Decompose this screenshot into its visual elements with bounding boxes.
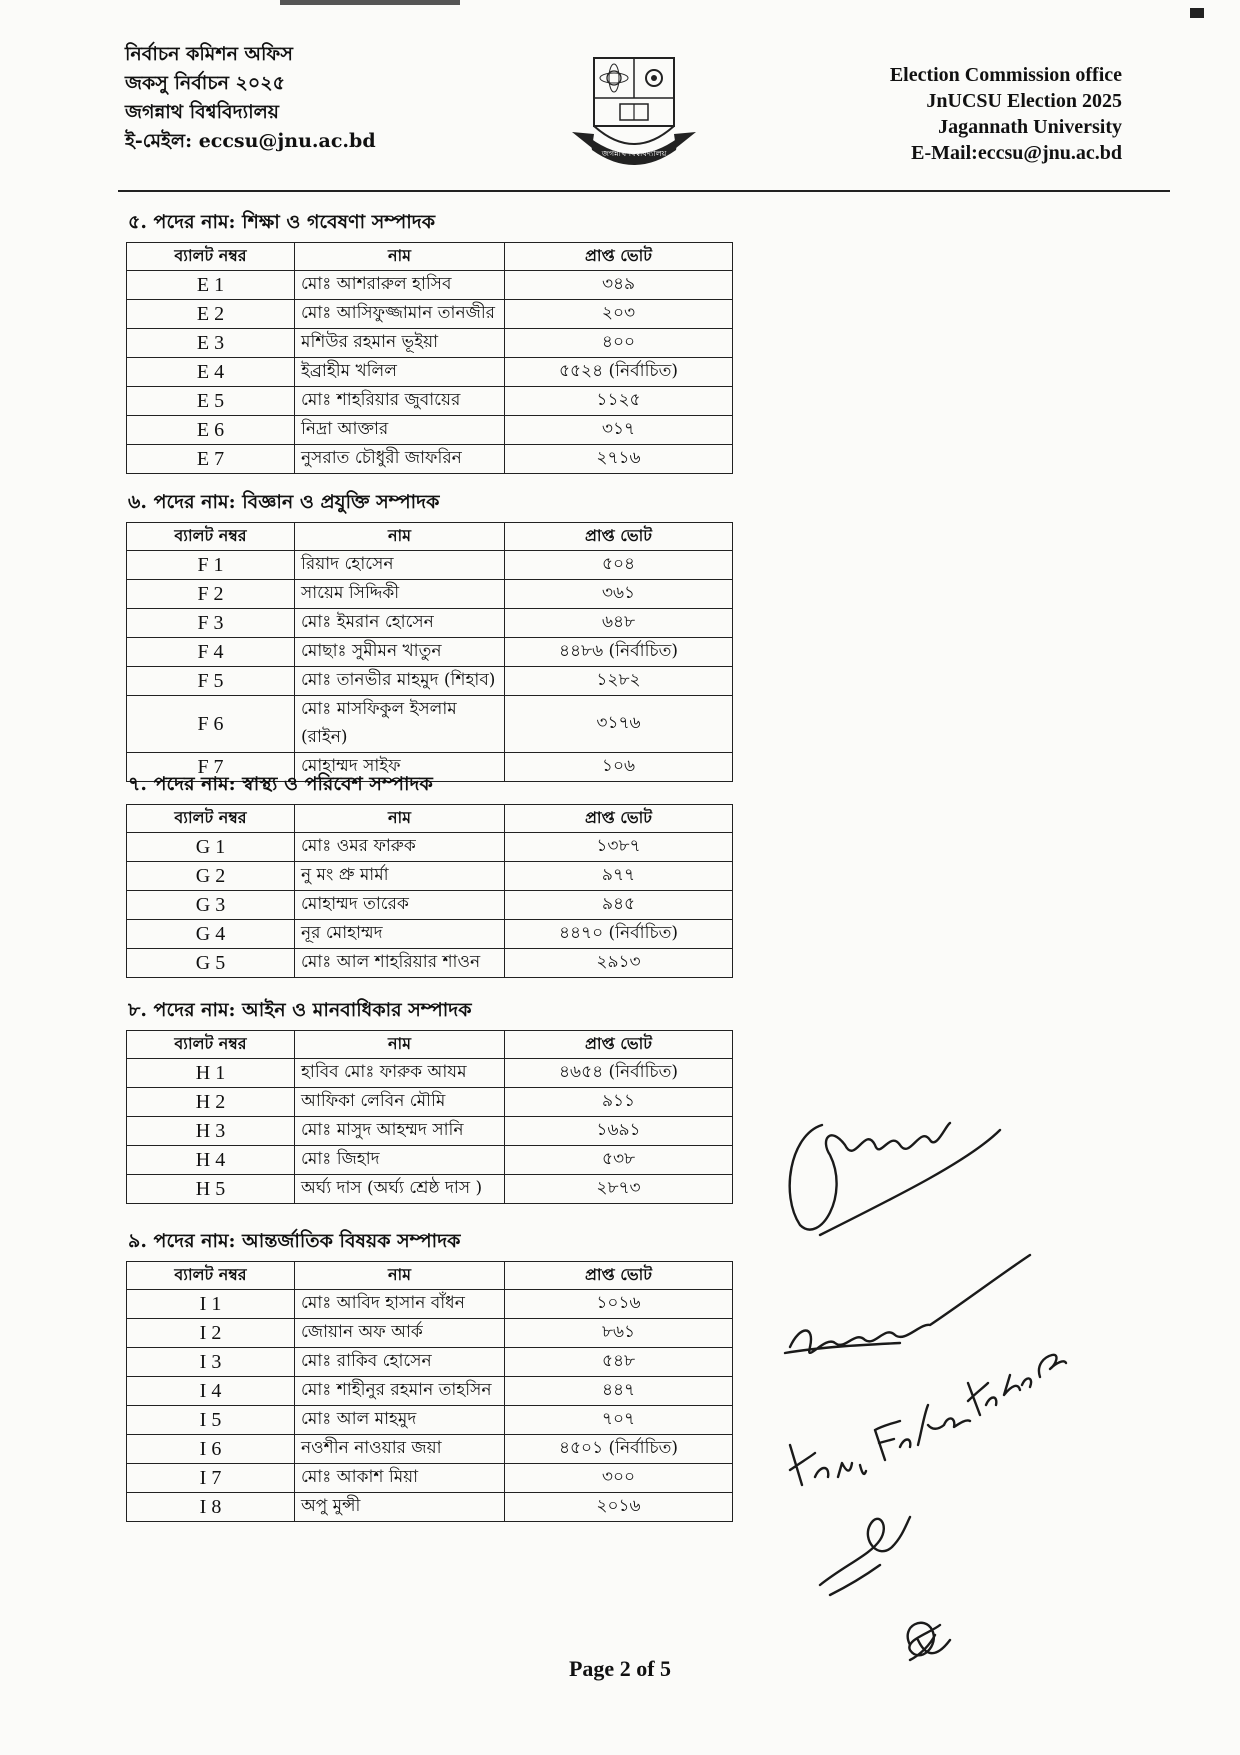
name-cell: মোঃ জিহাদ bbox=[295, 1146, 505, 1175]
ballot-cell: E 6 bbox=[127, 416, 295, 445]
table-row bbox=[127, 862, 733, 891]
table-row bbox=[127, 949, 733, 978]
section-law-human-rights bbox=[126, 996, 732, 1204]
ballot-cell: E 2 bbox=[127, 300, 295, 329]
table-row bbox=[127, 891, 733, 920]
table-header-row bbox=[127, 1262, 733, 1290]
votes-cell: ৪৬৫৪ (নির্বাচিত) bbox=[505, 1059, 733, 1088]
section-international-affairs bbox=[126, 1227, 732, 1522]
ballot-cell: I 6 bbox=[127, 1435, 295, 1464]
table-row bbox=[127, 1117, 733, 1146]
col-header-name: নাম bbox=[295, 523, 505, 551]
ballot-cell: F 3 bbox=[127, 609, 295, 638]
signature-4 bbox=[820, 1517, 910, 1595]
votes-cell: ১৩৮৭ bbox=[505, 833, 733, 862]
col-header-votes: প্রাপ্ত ভোট bbox=[505, 243, 733, 271]
votes-cell: ৮৬১ bbox=[505, 1319, 733, 1348]
votes-cell: ৫৫২৪ (নির্বাচিত) bbox=[505, 358, 733, 387]
votes-cell: ২৯১৩ bbox=[505, 949, 733, 978]
name-cell: মোঃ আকাশ মিয়া bbox=[295, 1464, 505, 1493]
header-bn-line: জগন্নাথ বিশ্ববিদ্যালয় bbox=[125, 101, 279, 123]
votes-cell: ১০৬ bbox=[505, 753, 733, 782]
votes-cell: ১০১৬ bbox=[505, 1290, 733, 1319]
col-header-ballot: ব্যালট নম্বর bbox=[127, 1262, 295, 1290]
logo-text: জগন্নাথ বিশ্ববিদ্যালয় bbox=[601, 149, 667, 158]
ballot-cell: H 3 bbox=[127, 1117, 295, 1146]
name-cell: মোঃ শাহরিয়ার জুবায়ের bbox=[295, 387, 505, 416]
header-bn-line: নির্বাচন কমিশন অফিস bbox=[125, 43, 293, 65]
ballot-cell: E 7 bbox=[127, 445, 295, 474]
ballot-cell: F 5 bbox=[127, 667, 295, 696]
votes-cell: ৬৪৮ bbox=[505, 609, 733, 638]
votes-cell: ২০৩ bbox=[505, 300, 733, 329]
votes-cell: ৯১১ bbox=[505, 1088, 733, 1117]
table-row bbox=[127, 609, 733, 638]
ballot-cell: H 4 bbox=[127, 1146, 295, 1175]
votes-cell: ১৬৯১ bbox=[505, 1117, 733, 1146]
name-cell: আফিকা লেবিন মৌমি bbox=[295, 1088, 505, 1117]
table-row bbox=[127, 271, 733, 300]
votes-cell: ৫৩৮ bbox=[505, 1146, 733, 1175]
col-header-name: নাম bbox=[295, 243, 505, 271]
section-title: ৬. পদের নাম: বিজ্ঞান ও প্রযুক্তি সম্পাদক bbox=[128, 491, 440, 513]
table-row bbox=[127, 1406, 733, 1435]
votes-cell: ৩৬১ bbox=[505, 580, 733, 609]
table-row bbox=[127, 580, 733, 609]
votes-cell: ৫৪৮ bbox=[505, 1348, 733, 1377]
name-cell: মোঃ আবিদ হাসান বাঁধন bbox=[295, 1290, 505, 1319]
section-health-environment bbox=[126, 770, 732, 978]
header-en-line: Election Commission office bbox=[889, 64, 1122, 86]
name-cell: নূর মোহাম্মদ bbox=[295, 920, 505, 949]
page-footer: Page 2 of 5 bbox=[568, 1656, 672, 1681]
votes-cell: ৪৪৭০ (নির্বাচিত) bbox=[505, 920, 733, 949]
name-cell: মোঃ মাসফিকুল ইসলাম (রাইন) bbox=[295, 696, 505, 753]
name-cell: মোঃ আল মাহমুদ bbox=[295, 1406, 505, 1435]
votes-cell: ৯৪৫ bbox=[505, 891, 733, 920]
table-row bbox=[127, 387, 733, 416]
votes-cell: ৭০৭ bbox=[505, 1406, 733, 1435]
votes-cell: ৩১৭ bbox=[505, 416, 733, 445]
name-cell: মোঃ রাকিব হোসেন bbox=[295, 1348, 505, 1377]
table-row bbox=[127, 1088, 733, 1117]
table-row bbox=[127, 1493, 733, 1522]
ballot-cell: G 3 bbox=[127, 891, 295, 920]
table-row bbox=[127, 1377, 733, 1406]
votes-cell: ৩১৭৬ bbox=[505, 696, 733, 753]
ballot-cell: F 2 bbox=[127, 580, 295, 609]
ballot-cell: E 3 bbox=[127, 329, 295, 358]
table-row bbox=[127, 667, 733, 696]
section-title: ৮. পদের নাম: আইন ও মানবাধিকার সম্পাদক bbox=[128, 999, 472, 1021]
scan-artifact-corner bbox=[1190, 8, 1204, 18]
name-cell: মোহাম্মদ তারেক bbox=[295, 891, 505, 920]
ballot-cell: I 3 bbox=[127, 1348, 295, 1377]
table-row bbox=[127, 833, 733, 862]
ballot-cell: H 2 bbox=[127, 1088, 295, 1117]
header-en-line: JnUCSU Election 2025 bbox=[926, 90, 1122, 112]
table-header-row bbox=[127, 805, 733, 833]
header-bn-line: ই-মেইল: eccsu@jnu.ac.bd bbox=[125, 130, 376, 152]
table-header-row bbox=[127, 1031, 733, 1059]
university-logo bbox=[564, 52, 704, 168]
votes-cell: ১১২৫ bbox=[505, 387, 733, 416]
votes-cell: ৫০৪ bbox=[505, 551, 733, 580]
ballot-cell: I 4 bbox=[127, 1377, 295, 1406]
table-header-row bbox=[127, 523, 733, 551]
votes-cell: ৪৫০১ (নির্বাচিত) bbox=[505, 1435, 733, 1464]
table-row bbox=[127, 1290, 733, 1319]
table-row bbox=[127, 1435, 733, 1464]
ballot-cell: G 2 bbox=[127, 862, 295, 891]
header-divider bbox=[118, 190, 1170, 192]
ballot-cell: H 1 bbox=[127, 1059, 295, 1088]
signature-3-kanis-fatema-kakolee bbox=[790, 1355, 1066, 1485]
table-row bbox=[127, 638, 733, 667]
name-cell: নুসরাত চৌধুরী জাফরিন bbox=[295, 445, 505, 474]
ballot-cell: I 5 bbox=[127, 1406, 295, 1435]
name-cell: অপু মুন্সী bbox=[295, 1493, 505, 1522]
header-english bbox=[890, 62, 1122, 166]
col-header-votes: প্রাপ্ত ভোট bbox=[505, 1031, 733, 1059]
name-cell: মোঃ ইমরান হোসেন bbox=[295, 609, 505, 638]
scan-artifact-top bbox=[280, 0, 460, 5]
table-row bbox=[127, 1348, 733, 1377]
ballot-cell: I 1 bbox=[127, 1290, 295, 1319]
name-cell: মোহাম্মদ সাইফ bbox=[295, 753, 505, 782]
votes-cell: ৪৪৭ bbox=[505, 1377, 733, 1406]
header-en-line: Jagannath University bbox=[938, 116, 1122, 138]
table-row bbox=[127, 1464, 733, 1493]
ballot-cell: I 2 bbox=[127, 1319, 295, 1348]
section-title: ৯. পদের নাম: আন্তর্জাতিক বিষয়ক সম্পাদক bbox=[128, 1230, 461, 1252]
votes-cell: ৩০০ bbox=[505, 1464, 733, 1493]
signature-5-initials bbox=[908, 1623, 950, 1660]
col-header-ballot: ব্যালট নম্বর bbox=[127, 243, 295, 271]
ballot-cell: G 5 bbox=[127, 949, 295, 978]
col-header-name: নাম bbox=[295, 1262, 505, 1290]
table-row bbox=[127, 358, 733, 387]
name-cell: অর্ঘ্য দাস (অর্ঘ্য শ্রেষ্ঠ দাস ) bbox=[295, 1175, 505, 1204]
name-cell: মোঃ তানভীর মাহমুদ (শিহাব) bbox=[295, 667, 505, 696]
results-table bbox=[126, 242, 733, 474]
ballot-cell: H 5 bbox=[127, 1175, 295, 1204]
ballot-cell: F 4 bbox=[127, 638, 295, 667]
col-header-votes: প্রাপ্ত ভোট bbox=[505, 523, 733, 551]
header-en-line: E-Mail:eccsu@jnu.ac.bd bbox=[911, 142, 1122, 164]
name-cell: মশিউর রহমান ভূইয়া bbox=[295, 329, 505, 358]
table-row bbox=[127, 300, 733, 329]
table-row bbox=[127, 416, 733, 445]
section-education-research bbox=[126, 208, 732, 474]
ballot-cell: I 7 bbox=[127, 1464, 295, 1493]
ballot-cell: E 1 bbox=[127, 271, 295, 300]
ballot-cell: F 1 bbox=[127, 551, 295, 580]
col-header-ballot: ব্যালট নম্বর bbox=[127, 805, 295, 833]
table-row bbox=[127, 1146, 733, 1175]
ballot-cell: G 4 bbox=[127, 920, 295, 949]
name-cell: মোঃ ওমর ফারুক bbox=[295, 833, 505, 862]
name-cell: নওশীন নাওয়ার জয়া bbox=[295, 1435, 505, 1464]
name-cell: জোয়ান অফ আর্ক bbox=[295, 1319, 505, 1348]
col-header-ballot: ব্যালট নম্বর bbox=[127, 523, 295, 551]
ballot-cell: E 5 bbox=[127, 387, 295, 416]
signature-1 bbox=[790, 1123, 1000, 1235]
name-cell: মোঃ মাসুদ আহম্মদ সানি bbox=[295, 1117, 505, 1146]
col-header-ballot: ব্যালট নম্বর bbox=[127, 1031, 295, 1059]
name-cell: নিদ্রা আক্তার bbox=[295, 416, 505, 445]
name-cell: ইব্রাহীম খলিল bbox=[295, 358, 505, 387]
signature-2 bbox=[785, 1255, 1030, 1353]
votes-cell: ৩৪৯ bbox=[505, 271, 733, 300]
table-row bbox=[127, 1175, 733, 1204]
table-row bbox=[127, 329, 733, 358]
ballot-cell: G 1 bbox=[127, 833, 295, 862]
col-header-name: নাম bbox=[295, 805, 505, 833]
name-cell: মোঃ আল শাহরিয়ার শাওন bbox=[295, 949, 505, 978]
col-header-votes: প্রাপ্ত ভোট bbox=[505, 1262, 733, 1290]
results-table bbox=[126, 522, 733, 782]
votes-cell: ৪৪৮৬ (নির্বাচিত) bbox=[505, 638, 733, 667]
ballot-cell: F 7 bbox=[127, 753, 295, 782]
votes-cell: ২৮৭৩ bbox=[505, 1175, 733, 1204]
name-cell: নু মং প্রু মার্মা bbox=[295, 862, 505, 891]
table-row bbox=[127, 551, 733, 580]
votes-cell: ১২৮২ bbox=[505, 667, 733, 696]
ballot-cell: E 4 bbox=[127, 358, 295, 387]
name-cell: মোছাঃ সুমীমন খাতুন bbox=[295, 638, 505, 667]
votes-cell: ২০১৬ bbox=[505, 1493, 733, 1522]
name-cell: মোঃ আসিফুজ্জামান তানজীর bbox=[295, 300, 505, 329]
table-row bbox=[127, 1059, 733, 1088]
name-cell: মোঃ আশরারুল হাসিব bbox=[295, 271, 505, 300]
section-title: ৫. পদের নাম: শিক্ষা ও গবেষণা সম্পাদক bbox=[128, 211, 436, 233]
col-header-votes: প্রাপ্ত ভোট bbox=[505, 805, 733, 833]
signatures bbox=[760, 1085, 1200, 1705]
results-table bbox=[126, 1261, 733, 1522]
votes-cell: ৯৭৭ bbox=[505, 862, 733, 891]
table-row bbox=[127, 445, 733, 474]
votes-cell: ৪০০ bbox=[505, 329, 733, 358]
col-header-name: নাম bbox=[295, 1031, 505, 1059]
table-header-row bbox=[127, 243, 733, 271]
results-table bbox=[126, 1030, 733, 1204]
header-bangla bbox=[125, 40, 376, 156]
table-row bbox=[127, 696, 733, 753]
name-cell: সায়েম সিদ্দিকী bbox=[295, 580, 505, 609]
name-cell: হাবিব মোঃ ফারুক আযম bbox=[295, 1059, 505, 1088]
name-cell: মোঃ শাহীনুর রহমান তাহসিন bbox=[295, 1377, 505, 1406]
table-row bbox=[127, 920, 733, 949]
name-cell: রিয়াদ হোসেন bbox=[295, 551, 505, 580]
section-science-technology bbox=[126, 488, 732, 782]
ballot-cell: I 8 bbox=[127, 1493, 295, 1522]
section-title: ৭. পদের নাম: স্বাস্থ্য ও পরিবেশ সম্পাদক bbox=[128, 773, 433, 795]
ballot-cell: F 6 bbox=[127, 696, 295, 753]
table-row bbox=[127, 1319, 733, 1348]
header-bn-line: জকসু নির্বাচন ২০২৫ bbox=[125, 72, 285, 94]
results-table bbox=[126, 804, 733, 978]
votes-cell: ২৭১৬ bbox=[505, 445, 733, 474]
